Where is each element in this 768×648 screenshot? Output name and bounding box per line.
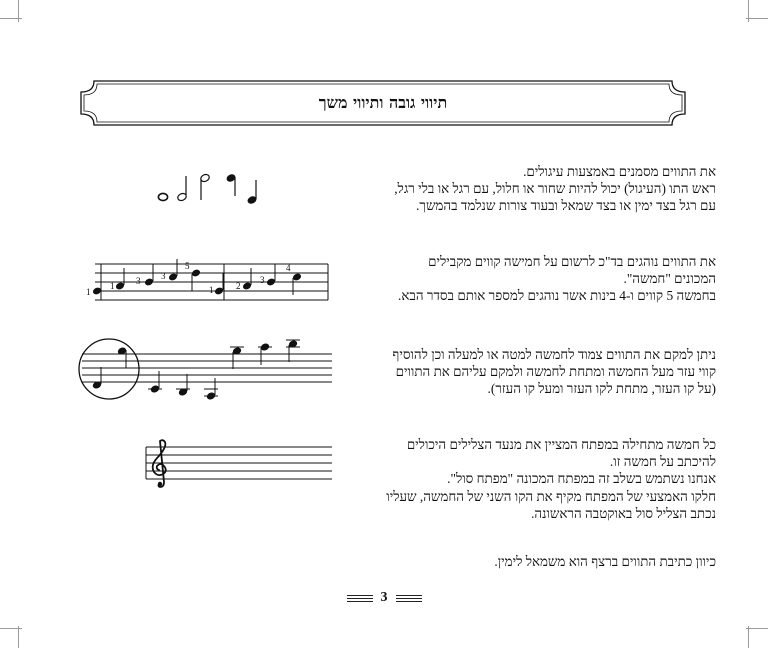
staff-number: 5: [185, 261, 190, 271]
text-line: את התווים נוהגים בד"כ לרשום על חמישה קווים מקבילים: [428, 254, 716, 269]
title-frame: [80, 80, 686, 126]
staff-number: 1: [209, 285, 214, 295]
text-line: עם רגל בצד ימין או בצד שמאל ובעוד צורות שנלמד בהמשך.: [416, 198, 716, 214]
highlight-circle: [79, 339, 139, 399]
staff-number: 3: [260, 275, 265, 285]
crop-mark: [746, 628, 768, 629]
staff-number: 3: [161, 271, 166, 281]
text-line: (על קו העזר, מתחת לקו העזר ומעל קו העזר).: [487, 381, 716, 397]
text-line: בחמשה 5 קווים ו-4 בינות אשר נוהגים למספר אותם בסדר הבא.: [398, 288, 716, 304]
decorative-lines-icon: [347, 593, 373, 604]
crop-mark: [0, 628, 22, 629]
staff-number: 2: [236, 281, 241, 291]
paragraph-direction: [356, 553, 716, 570]
page-title: תיווי גובה ותיווי משך: [318, 93, 448, 112]
crop-mark: [18, 626, 19, 648]
staff-number: 4: [286, 263, 291, 273]
paragraph-clef: [356, 436, 716, 522]
paragraph-note-shapes: [356, 163, 716, 215]
text-line: ראש התו (העיגול) יכול להיות שחור או חלול, עם רגל או בלי רגל,: [394, 181, 716, 197]
staff-number: 1: [110, 281, 115, 291]
treble-clef-figure: [144, 438, 334, 488]
text-line: קווי עזר מעל החמשה ומתחת לחמשה ולמקם עליהם את התווים: [395, 364, 716, 380]
paragraph-ledger-lines: [356, 346, 716, 398]
staff-numbering-figure: [85, 253, 330, 303]
staff-number: 1: [86, 287, 91, 297]
text-line: אנחנו נשתמש בשלב זה במפתח המכונה "מפתח סול".: [447, 471, 716, 487]
text-line: חלקו האמצעי של המפתח מקיף את הקו השני של החמשה, שעליו: [386, 488, 716, 504]
page-number: 3: [380, 590, 388, 605]
note-shapes-figure: [150, 166, 260, 210]
text-line: כל חמשה מתחילה במפתח המציין את מנעד הצלילים היכולים: [406, 437, 716, 452]
text-line: ניתן למקם את התווים צמוד לחמשה למטה או למעלה וכן להוסיף: [392, 347, 716, 362]
crop-mark: [0, 18, 22, 19]
page-number-footer: [0, 590, 768, 609]
text-line: המכונים "חמשה".: [623, 271, 716, 287]
text-line: כיוון כתיבת התווים ברצף הוא משמאל לימין.: [494, 554, 716, 569]
decorative-lines-icon: [396, 593, 422, 604]
crop-mark: [748, 626, 749, 648]
paragraph-staff: [356, 253, 716, 305]
crop-mark: [746, 18, 768, 19]
text-line: נכתב הצליל סול באוקטבה הראשונה.: [531, 505, 716, 521]
text-line: את התווים מסמנים באמצעות עיגולים.: [523, 164, 716, 179]
staff-number: 3: [136, 276, 141, 286]
ledger-lines-figure: [78, 335, 334, 405]
text-line: להיכתב על חמשה זו.: [609, 454, 716, 470]
